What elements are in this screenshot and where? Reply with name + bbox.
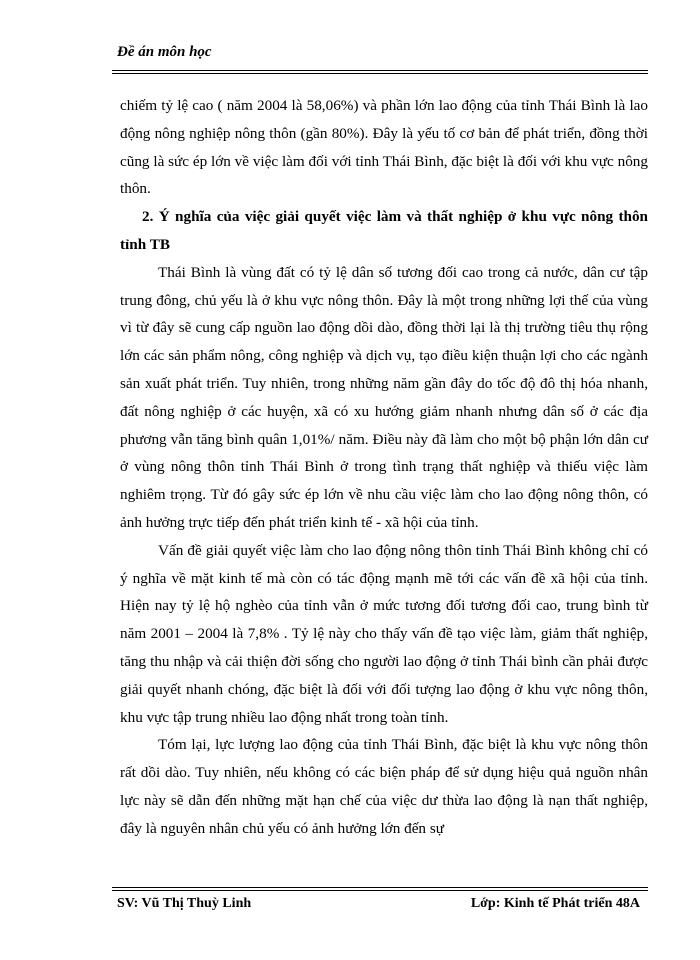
document-body (120, 92, 648, 843)
footer-student: SV: Vũ Thị Thuỳ Linh (117, 896, 252, 911)
header-rule-secondary (112, 73, 648, 74)
paragraph-1: Thái Bình là vùng đất có tỷ lệ dân số tương đối cao trong cả nước, dân cư tập trung đông, chủ yếu là ở khu vực nông thôn. Đây là một trong những lợi thế của vùng vì từ đây sẽ cung cấp nguồn lao động dồi dào, đồng thời lại là thị trường tiêu thụ rộng lớn các sản phẩm nông, công nghiệp và dịch vụ, tạo điều kiện thuận lợi cho các ngành sản xuất phát triển. Tuy nhiên, trong những năm gần đây do tốc độ đô thị hóa nhanh, đất nông nghiệp ở các huyện, xã có xu hướng giảm nhanh nhưng dân số ở các địa phương vẫn tăng bình quân 1,01%/ năm. Điều này đã làm cho một bộ phận lớn dân cư ở vùng nông thôn tỉnh Thái Bình ở trong tình trạng thất nghiệp và thiếu việc làm nghiêm trọng. Từ đó gây sức ép lớn về nhu cầu việc làm cho lao động nông thôn, có ảnh hưởng trực tiếp đến phát triển kinh tế - xã hội của tỉnh. (120, 263, 648, 531)
paragraph-continued: chiếm tỷ lệ cao ( năm 2004 là 58,06%) và phần lớn lao động của tỉnh Thái Bình là lao động nông nghiệp nông thôn (gần 80%). Đây là yếu tố cơ bản để phát triển, đồng thời cũng là sức ép lớn về việc làm đối với tỉnh Thái Bình, đặc biệt là đối với khu vực nông thôn. (120, 97, 648, 198)
page-header-title: Đề án môn học (117, 44, 212, 60)
footer-rule-secondary (112, 890, 648, 891)
paragraph-2: Vấn đề giải quyết việc làm cho lao động nông thôn tỉnh Thái Bình không chỉ có ý nghĩa về mặt kinh tế mà còn có tác động mạnh mẽ tới các vấn đề xã hội của tỉnh. Hiện nay tỷ lệ hộ nghèo của tỉnh vẫn ở mức tương đối tương đối cao, trung bình từ năm 2001 – 2004 là 7,8% . Tỷ lệ này cho thấy vấn đề tạo việc làm, giảm thất nghiệp, tăng thu nhập và cải thiện đời sống cho người lao động ở tỉnh Thái bình cần phải được giải quyết nhanh chóng, đặc biệt là đối với đối tượng lao động ở khu vực nông thôn, khu vực tập trung nhiều lao động nhất trong toàn tỉnh. (120, 541, 648, 726)
section-heading: 2. Ý nghĩa của việc giải quyết việc làm và thất nghiệp ở khu vực nông thôn tỉnh TB (120, 208, 648, 253)
footer-class: Lớp: Kinh tế Phát triển 48A (470, 896, 640, 911)
footer-rule (112, 887, 648, 888)
header-rule (112, 70, 648, 71)
paragraph-3: Tóm lại, lực lượng lao động của tỉnh Thái Bình, đặc biệt là khu vực nông thôn rất dồi dào. Tuy nhiên, nếu không có các biện pháp để sử dụng hiệu quả nguồn nhân lực này sẽ dẫn đến những mặt hạn chế của việc dư thừa lao động là nạn thất nghiệp, đây là nguyên nhân chủ yếu có ảnh hưởng lớn đến sự (120, 736, 648, 837)
